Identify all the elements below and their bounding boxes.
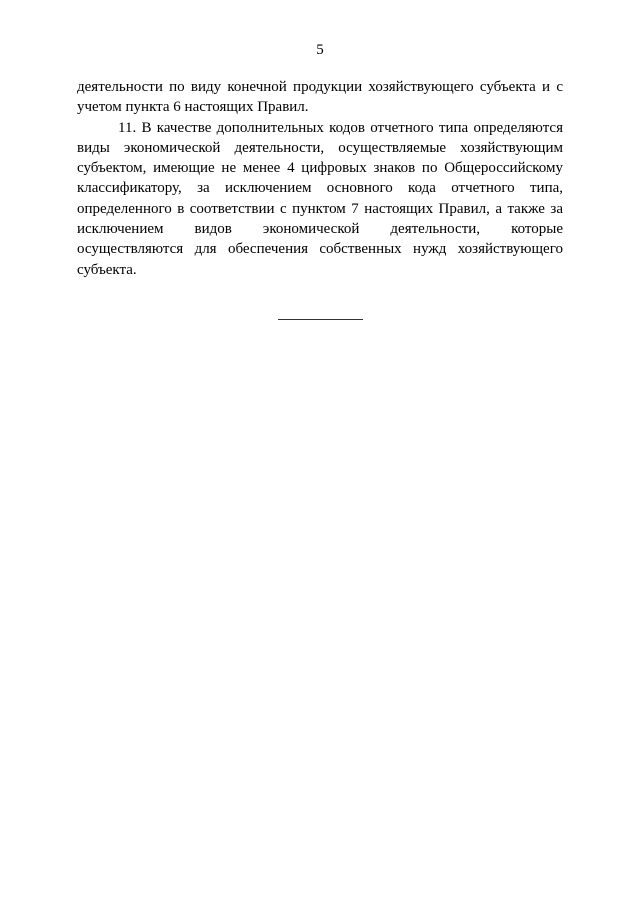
document-body xyxy=(77,77,563,280)
closing-rule xyxy=(278,319,363,320)
paragraph-continuation: деятельности по виду конечной продукции хозяйствующего субъекта и с учетом пункта 6 настоящих Правил. xyxy=(77,79,563,116)
paragraph-item-11: 11. В качестве дополнительных кодов отчетного типа определяются виды экономической деятельности, осуществляемые хозяйствующим субъектом, имеющие не менее 4 цифровых знаков по Общероссийскому классификатору, за исключением основного кода отчетного типа, определенного в соответствии с пунктом 7 настоящих Правил, а также за исключением видов экономической деятельности, которые осуществляются для обеспечения собственных нужд хозяйствующего субъекта. xyxy=(77,119,563,278)
page-number: 5 xyxy=(316,42,324,58)
